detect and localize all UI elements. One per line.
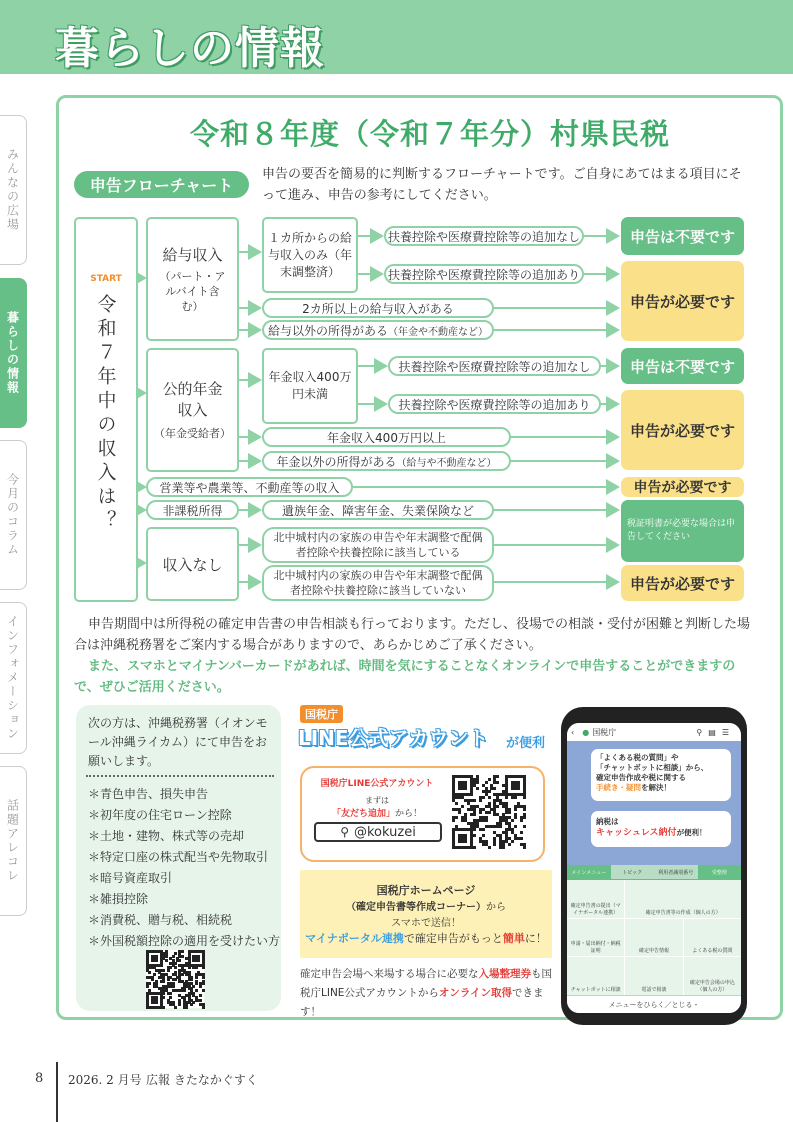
pension-under-box: 年金収入400万円未満 <box>262 348 358 424</box>
pension-deduction: 扶養控除や医療費控除等の追加あり <box>388 394 601 414</box>
homepage-easy-row <box>300 930 552 946</box>
result-not-required-1: 申告は不要です <box>621 217 744 255</box>
homepage-easy-pre: で確定申告がもっと <box>403 932 503 945</box>
ticket-notice <box>300 965 558 1022</box>
pension-title: 公的年金収入 <box>162 380 223 419</box>
chat-msg1-line-c: 確定申告作成や税に関する <box>596 773 686 782</box>
rich-tab[interactable]: 受整理 <box>698 865 742 879</box>
rich-tab[interactable]: メインメニュー <box>567 865 611 879</box>
chat-message-2 <box>591 811 731 847</box>
other-income-salary-note: （年金や不動産など） <box>388 326 488 338</box>
line-banner-top: 国税庁 <box>300 705 343 723</box>
result-required-1: 申告が必要です <box>621 261 744 341</box>
footer-publication: 広報 きたなかぐすく <box>146 1073 258 1087</box>
tax-office-head: 次の方は、沖縄税務署（イオンモール沖縄ライカム）にて申告をお願いします。 <box>88 716 268 768</box>
phone-header <box>567 723 741 741</box>
chat-msg2-line-b: キャッシュレス納付 <box>596 828 677 838</box>
line-friend-add-row <box>310 806 444 819</box>
pension-sub: （年金受給者） <box>154 427 231 440</box>
side-tab-label: 話題アレコレ <box>5 799 20 883</box>
phone-header-icons[interactable]: ⚲▤☰ <box>696 727 735 737</box>
tax-office-item: ＊特定口座の株式配当や先物取引 <box>88 850 269 864</box>
tax-office-qr-code[interactable] <box>146 950 204 1008</box>
start-question: 令和７年中の収入は？ <box>94 294 117 534</box>
result-not-required-2: 申告は不要です <box>621 348 744 384</box>
ticket-notice-post: できます！ <box>300 987 544 1018</box>
salary-one-box: １カ所からの給与収入のみ（年末調整済） <box>262 217 358 293</box>
other-income-pension <box>262 451 511 471</box>
rich-menu-item[interactable]: 確定申告会場の申込（個人の方） <box>684 957 741 995</box>
line-account-id: @kokuzei <box>353 824 416 840</box>
pension-no-deduction: 扶養控除や医療費控除等の追加なし <box>388 356 601 376</box>
result-required-2: 申告が必要です <box>621 390 744 470</box>
line-account-id-field[interactable] <box>314 822 442 842</box>
rich-tab[interactable]: トピック <box>611 865 655 879</box>
homepage-easy-post: に！ <box>524 932 547 945</box>
line-banner-main: LINE公式アカウント <box>298 726 489 750</box>
rich-menu-item[interactable]: 申請・届出納付・納税証明 <box>567 919 624 957</box>
rich-menu-tabs <box>567 865 741 879</box>
homepage-title: 国税庁ホームページ <box>376 884 476 897</box>
chat-msg1-line-a: 「よくある税の質問」や <box>596 753 679 762</box>
nontax-detail: 遺族年金、障害年金、失業保険など <box>262 500 494 520</box>
page-title: 暮らしの情報 <box>55 23 325 74</box>
side-tab-label: インフォメーション <box>5 615 20 741</box>
chat-msg1-line-d: 手続き・疑問 <box>596 783 641 792</box>
ticket-notice-ticket: 入場整理券 <box>478 968 531 980</box>
homepage-sub-row <box>300 898 552 913</box>
page-number: 8 <box>35 1071 44 1086</box>
side-tab-label: みんなの広場 <box>5 148 20 232</box>
other-income-pension-note: （給与や不動産など） <box>396 457 497 469</box>
family-yes: 北中城村内の家族の申告や年末調整で配偶者控除や扶養控除に該当している <box>262 527 494 563</box>
divider <box>86 775 274 777</box>
chat-msg1-line-b: 「チャットボットに相談」から、 <box>596 763 709 772</box>
rich-menu-grid <box>567 879 741 995</box>
start-label: START <box>90 274 122 284</box>
rich-menu-item[interactable]: 確定申告書の提出（マイナポータル連携） <box>567 880 624 918</box>
tax-office-item: ＊雑損控除 <box>88 892 149 906</box>
tax-office-item: ＊消費税、贈与税、相続税 <box>88 913 233 927</box>
result-required-3: 申告が必要です <box>621 477 744 497</box>
ticket-notice-pre: 確定申告会場へ来場する場合に必要な <box>300 968 479 980</box>
chat-message-1 <box>591 749 731 801</box>
other-income-pension-text: 年金以外の所得がある <box>276 454 397 469</box>
footer-issue: 2026. 2 月号 <box>68 1073 142 1087</box>
two-salary: 2カ所以上の給与収入がある <box>262 298 494 318</box>
tax-office-item: ＊暗号資産取引 <box>88 871 173 885</box>
homepage-send: スマホで送信！ <box>391 918 461 929</box>
line-account-label: 国税庁LINE公式アカウント <box>320 779 434 789</box>
line-from-label: から！ <box>395 809 423 819</box>
paragraph-consultation: 申告期間中は所得税の確定申告書の申告相談も行っております。ただし、役場での相談・受付が困難と判断した場合は沖縄税務署をご案内する場合がありますので、あらかじめご了承ください。 <box>74 617 750 653</box>
rich-menu-toggle[interactable]: メニューをひらく／とじる・ <box>567 995 741 1013</box>
salary-deduction: 扶養控除や医療費控除等の追加あり <box>384 264 584 284</box>
line-first-label: まずは <box>365 796 389 805</box>
back-icon[interactable]: ‹ <box>571 727 575 737</box>
pension-over: 年金収入400万円以上 <box>262 427 511 447</box>
rich-tab[interactable]: 利用者識別番号 <box>654 865 698 879</box>
section-title: 令和８年度（令和７年分）村県民税 <box>190 117 671 151</box>
footer-divider <box>56 1062 58 1122</box>
flowchart-label: 申告フローチャート <box>74 171 249 198</box>
tax-office-item: ＊土地・建物、株式等の売却 <box>88 829 245 843</box>
side-tab-label: 暮らしの情報 <box>5 311 20 395</box>
chat-msg2-line-c: が便利！ <box>676 828 707 837</box>
rich-menu-item[interactable]: 電話で相談 <box>625 957 682 995</box>
other-income-salary-text: 給与以外の所得がある <box>267 323 388 338</box>
start-question-box <box>74 217 138 602</box>
rich-menu-item[interactable]: 確定申告書等の作成（個人の方） <box>625 880 741 918</box>
rich-menu-item[interactable]: 確定申告情報 <box>625 919 682 957</box>
family-no: 北中城村内の家族の申告や年末調整で配偶者控除や扶養控除に該当していない <box>262 565 494 601</box>
salary-title: 給与収入 <box>162 246 223 264</box>
homepage-from: から <box>486 902 506 913</box>
other-income-salary <box>262 320 494 340</box>
tax-office-item: ＊初年度の住宅ローン控除 <box>88 808 232 822</box>
tax-office-item: ＊青色申告、損失申告 <box>88 787 209 801</box>
phone-account-name: 国税庁 <box>592 727 617 737</box>
line-qr-code[interactable] <box>452 775 526 849</box>
business-income: 営業等や農業等、不動産等の収入 <box>146 477 353 497</box>
shield-icon: ● <box>582 727 590 737</box>
no-income-box: 収入なし <box>146 527 239 601</box>
chat-msg1-line-e: を解決！ <box>641 783 671 792</box>
result-certificate-note: 税証明書が必要な場合は申告してください <box>621 500 744 562</box>
salary-no-deduction: 扶養控除や医療費控除等の追加なし <box>384 226 584 246</box>
salary-sub: （パート・アルバイト含む） <box>159 270 226 313</box>
nontax-income: 非課税所得 <box>146 500 239 520</box>
line-friend-add: 「友だち追加」 <box>331 809 395 819</box>
ticket-notice-online: オンライン取得 <box>438 987 513 999</box>
rich-menu-item[interactable]: よくある税の質問 <box>684 919 741 957</box>
homepage-easy: 簡単 <box>502 932 525 945</box>
intro-text: 申告の要否を簡易的に判断するフローチャートです。ご自身にあてはまる項目にそって進み、申告の参考にしてください。 <box>262 167 742 203</box>
search-icon: ⚲ <box>340 825 349 839</box>
rich-menu-item[interactable]: チャットボットに相談 <box>567 957 624 995</box>
phone-screen <box>567 723 741 1013</box>
paragraph-online: また、スマホとマイナンバーカードがあれば、時間を気にすることなくオンラインで申告することができますので、ぜひご活用ください。 <box>74 659 736 695</box>
result-required-4: 申告が必要です <box>621 565 744 601</box>
salary-box <box>146 217 239 341</box>
side-tab-label: 今月のコラム <box>5 473 20 557</box>
ticket-notice-mid: も国税庁LINE公式アカウントから <box>300 968 552 999</box>
homepage-sub: （確定申告書等作成コーナー） <box>346 902 486 913</box>
tax-office-item: ＊外国税額控除の適用を受けたい方 <box>88 934 281 948</box>
homepage-mynaportal: マイナポータル連携 <box>305 932 404 945</box>
line-banner-tail: が便利 <box>506 736 546 751</box>
chat-msg2-line-a: 納税は <box>596 817 619 826</box>
pension-box <box>146 348 239 472</box>
